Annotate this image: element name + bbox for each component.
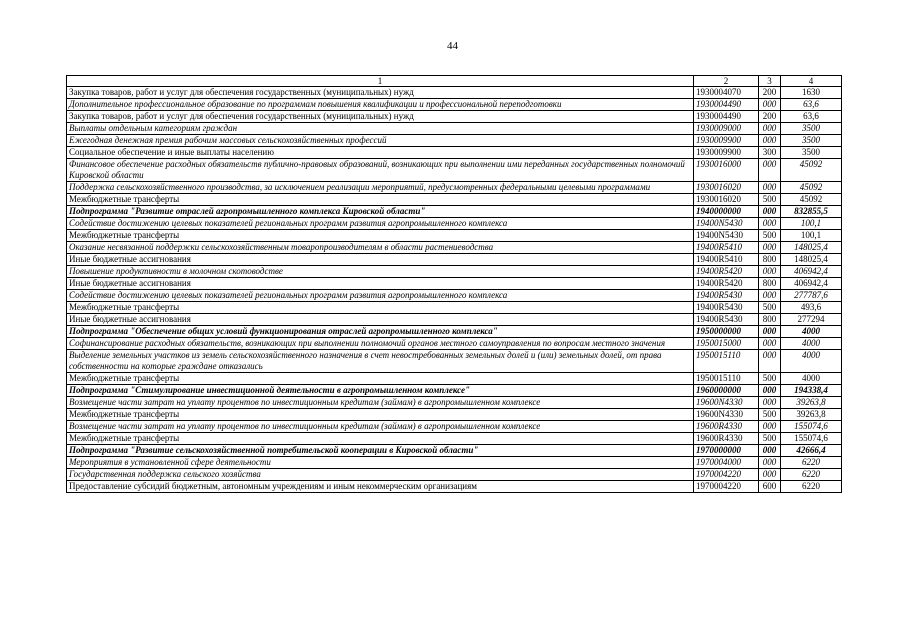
row-code-cell: 1960000000 bbox=[694, 385, 759, 397]
table-row bbox=[67, 182, 842, 194]
row-code-cell: 1930009900 bbox=[694, 135, 759, 147]
table-row bbox=[67, 206, 842, 218]
table-body bbox=[67, 87, 842, 493]
row-code-cell: 19400R5410 bbox=[694, 254, 759, 266]
row-code-cell: 1950015110 bbox=[694, 373, 759, 385]
row-sum-cell: 45092 bbox=[781, 182, 842, 194]
row-name-cell: Подпрограмма "Стимулирование инвестиционной деятельности в агропромышленном комплексе" bbox=[67, 385, 694, 397]
row-name-cell: Межбюджетные трансферты bbox=[67, 433, 694, 445]
table-row bbox=[67, 278, 842, 290]
row-sum-cell: 100,1 bbox=[781, 218, 842, 230]
row-name-cell: Межбюджетные трансферты bbox=[67, 194, 694, 206]
row-sum-cell: 155074,6 bbox=[781, 421, 842, 433]
row-type-cell: 000 bbox=[759, 123, 781, 135]
row-type-cell: 000 bbox=[759, 457, 781, 469]
row-sum-cell: 100,1 bbox=[781, 230, 842, 242]
page-number: 44 bbox=[447, 40, 458, 52]
row-type-cell: 000 bbox=[759, 266, 781, 278]
row-name-cell: Содействие достижению целевых показателей региональных программ развития агропромышленного комплекса bbox=[67, 290, 694, 302]
table-row bbox=[67, 421, 842, 433]
row-type-cell: 200 bbox=[759, 111, 781, 123]
row-sum-cell: 42666,4 bbox=[781, 445, 842, 457]
row-name-cell: Иные бюджетные ассигнования bbox=[67, 278, 694, 290]
row-name-cell: Межбюджетные трансферты bbox=[67, 302, 694, 314]
table-row bbox=[67, 266, 842, 278]
row-type-cell: 000 bbox=[759, 159, 781, 182]
row-name-cell: Софинансирование расходных обязательств, возникающих при выполнении полномочий органов местного самоуправления по вопросам местного значения bbox=[67, 338, 694, 350]
row-sum-cell: 4000 bbox=[781, 350, 842, 373]
row-type-cell: 500 bbox=[759, 230, 781, 242]
row-code-cell: 1970004220 bbox=[694, 481, 759, 493]
table-row bbox=[67, 445, 842, 457]
row-code-cell: 1930009000 bbox=[694, 123, 759, 135]
row-code-cell: 19400R5430 bbox=[694, 314, 759, 326]
row-sum-cell: 3500 bbox=[781, 135, 842, 147]
table-row bbox=[67, 159, 842, 182]
row-code-cell: 19600N4330 bbox=[694, 409, 759, 421]
row-sum-cell: 6220 bbox=[781, 457, 842, 469]
row-name-cell: Межбюджетные трансферты bbox=[67, 373, 694, 385]
row-type-cell: 000 bbox=[759, 350, 781, 373]
row-type-cell: 000 bbox=[759, 397, 781, 409]
row-type-cell: 000 bbox=[759, 182, 781, 194]
row-code-cell: 1970004000 bbox=[694, 457, 759, 469]
table-header-row bbox=[67, 76, 842, 87]
table-row bbox=[67, 433, 842, 445]
column-header-type: 3 bbox=[759, 76, 781, 87]
row-sum-cell: 148025,4 bbox=[781, 254, 842, 266]
row-name-cell: Закупка товаров, работ и услуг для обеспечения государственных (муниципальных) нужд bbox=[67, 111, 694, 123]
row-name-cell: Межбюджетные трансферты bbox=[67, 409, 694, 421]
table-row bbox=[67, 302, 842, 314]
row-type-cell: 000 bbox=[759, 469, 781, 481]
row-sum-cell: 45092 bbox=[781, 194, 842, 206]
table-row bbox=[67, 457, 842, 469]
table-row bbox=[67, 350, 842, 373]
row-name-cell: Иные бюджетные ассигнования bbox=[67, 314, 694, 326]
row-sum-cell: 155074,6 bbox=[781, 433, 842, 445]
row-type-cell: 000 bbox=[759, 99, 781, 111]
row-sum-cell: 4000 bbox=[781, 326, 842, 338]
row-type-cell: 800 bbox=[759, 314, 781, 326]
row-name-cell: Повышение продуктивности в молочном скотоводстве bbox=[67, 266, 694, 278]
row-code-cell: 1930004490 bbox=[694, 99, 759, 111]
row-name-cell: Закупка товаров, работ и услуг для обеспечения государственных (муниципальных) нужд bbox=[67, 87, 694, 99]
row-code-cell: 19400N5430 bbox=[694, 218, 759, 230]
row-code-cell: 1950015110 bbox=[694, 350, 759, 373]
table-row bbox=[67, 314, 842, 326]
row-sum-cell: 4000 bbox=[781, 373, 842, 385]
row-type-cell: 500 bbox=[759, 194, 781, 206]
row-sum-cell: 45092 bbox=[781, 159, 842, 182]
row-name-cell: Предоставление субсидий бюджетным, автономным учреждениям и иным некоммерческим организациям bbox=[67, 481, 694, 493]
row-name-cell: Социальное обеспечение и иные выплаты населению bbox=[67, 147, 694, 159]
row-sum-cell: 3500 bbox=[781, 147, 842, 159]
row-type-cell: 000 bbox=[759, 385, 781, 397]
row-sum-cell: 1630 bbox=[781, 87, 842, 99]
table-row bbox=[67, 326, 842, 338]
row-name-cell: Поддержка сельскохозяйственного производства, за исключением реализации мероприятий, предусмотренных федеральными целевыми программами bbox=[67, 182, 694, 194]
row-code-cell: 1930016020 bbox=[694, 194, 759, 206]
row-type-cell: 800 bbox=[759, 278, 781, 290]
table-row bbox=[67, 135, 842, 147]
row-sum-cell: 194338,4 bbox=[781, 385, 842, 397]
table-row bbox=[67, 147, 842, 159]
row-type-cell: 000 bbox=[759, 290, 781, 302]
row-type-cell: 500 bbox=[759, 409, 781, 421]
row-type-cell: 300 bbox=[759, 147, 781, 159]
row-type-cell: 500 bbox=[759, 302, 781, 314]
table-row bbox=[67, 397, 842, 409]
row-code-cell: 1930009900 bbox=[694, 147, 759, 159]
budget-table bbox=[66, 75, 842, 493]
row-sum-cell: 6220 bbox=[781, 469, 842, 481]
row-type-cell: 000 bbox=[759, 445, 781, 457]
table-row bbox=[67, 290, 842, 302]
table-row bbox=[67, 194, 842, 206]
table-row bbox=[67, 254, 842, 266]
row-name-cell: Выплаты отдельным категориям граждан bbox=[67, 123, 694, 135]
row-code-cell: 1940000000 bbox=[694, 206, 759, 218]
row-code-cell: 19400R5420 bbox=[694, 266, 759, 278]
table-row bbox=[67, 242, 842, 254]
row-name-cell: Финансовое обеспечение расходных обязательств публично-правовых образований, возникающих при выполнении ими переданных государственных полномочий Кировской области bbox=[67, 159, 694, 182]
row-code-cell: 1970000000 bbox=[694, 445, 759, 457]
row-type-cell: 000 bbox=[759, 218, 781, 230]
row-name-cell: Государственная поддержка сельского хозяйства bbox=[67, 469, 694, 481]
row-sum-cell: 39263,8 bbox=[781, 409, 842, 421]
table-row bbox=[67, 469, 842, 481]
row-code-cell: 1950015000 bbox=[694, 338, 759, 350]
row-type-cell: 000 bbox=[759, 421, 781, 433]
row-code-cell: 1930016000 bbox=[694, 159, 759, 182]
row-code-cell: 19400R5430 bbox=[694, 302, 759, 314]
row-type-cell: 000 bbox=[759, 242, 781, 254]
row-name-cell: Иные бюджетные ассигнования bbox=[67, 254, 694, 266]
row-sum-cell: 406942,4 bbox=[781, 278, 842, 290]
row-type-cell: 200 bbox=[759, 87, 781, 99]
row-sum-cell: 277787,6 bbox=[781, 290, 842, 302]
row-sum-cell: 63,6 bbox=[781, 111, 842, 123]
row-sum-cell: 3500 bbox=[781, 123, 842, 135]
row-name-cell: Подпрограмма "Развитие сельскохозяйственной потребительской кооперации в Кировской области" bbox=[67, 445, 694, 457]
table-row bbox=[67, 123, 842, 135]
row-code-cell: 1970004220 bbox=[694, 469, 759, 481]
row-name-cell: Оказание несвязанной поддержки сельскохозяйственным товаропроизводителям в области растениеводства bbox=[67, 242, 694, 254]
row-code-cell: 1930004070 bbox=[694, 87, 759, 99]
row-name-cell: Подпрограмма "Развитие отраслей агропромышленного комплекса Кировской области" bbox=[67, 206, 694, 218]
row-name-cell: Межбюджетные трансферты bbox=[67, 230, 694, 242]
table-row bbox=[67, 373, 842, 385]
row-type-cell: 800 bbox=[759, 254, 781, 266]
table-row bbox=[67, 385, 842, 397]
row-type-cell: 500 bbox=[759, 373, 781, 385]
row-sum-cell: 148025,4 bbox=[781, 242, 842, 254]
row-type-cell: 500 bbox=[759, 433, 781, 445]
row-name-cell: Мероприятия в установленной сфере деятельности bbox=[67, 457, 694, 469]
row-code-cell: 19400N5430 bbox=[694, 230, 759, 242]
row-name-cell: Возмещение части затрат на уплату процентов по инвестиционным кредитам (займам) в агропромышленном комплексе bbox=[67, 397, 694, 409]
row-sum-cell: 832855,5 bbox=[781, 206, 842, 218]
table-row bbox=[67, 218, 842, 230]
row-sum-cell: 39263,8 bbox=[781, 397, 842, 409]
row-type-cell: 000 bbox=[759, 135, 781, 147]
row-code-cell: 19400R5430 bbox=[694, 290, 759, 302]
row-sum-cell: 6220 bbox=[781, 481, 842, 493]
table-row bbox=[67, 87, 842, 99]
row-type-cell: 000 bbox=[759, 326, 781, 338]
row-type-cell: 000 bbox=[759, 338, 781, 350]
row-type-cell: 000 bbox=[759, 206, 781, 218]
row-code-cell: 1930004490 bbox=[694, 111, 759, 123]
row-name-cell: Возмещение части затрат на уплату процентов по инвестиционным кредитам (займам) в агропромышленном комплексе bbox=[67, 421, 694, 433]
row-code-cell: 19600R4330 bbox=[694, 433, 759, 445]
row-code-cell: 19600N4330 bbox=[694, 397, 759, 409]
row-name-cell: Содействие достижению целевых показателей региональных программ развития агропромышленного комплекса bbox=[67, 218, 694, 230]
row-type-cell: 600 bbox=[759, 481, 781, 493]
row-name-cell: Выделение земельных участков из земель сельскохозяйственного назначения в счет невостребованных земельных долей и (или) земельных долей, от права собственности на которые граждане отказались bbox=[67, 350, 694, 373]
row-name-cell: Дополнительное профессиональное образование по программам повышения квалификации и профессиональной переподготовки bbox=[67, 99, 694, 111]
row-code-cell: 1950000000 bbox=[694, 326, 759, 338]
column-header-name: 1 bbox=[67, 76, 694, 87]
row-code-cell: 19400R5410 bbox=[694, 242, 759, 254]
row-name-cell: Подпрограмма "Обеспечение общих условий функционирования отраслей агропромышленного комплекса" bbox=[67, 326, 694, 338]
row-sum-cell: 4000 bbox=[781, 338, 842, 350]
table-row bbox=[67, 409, 842, 421]
row-code-cell: 19400R5420 bbox=[694, 278, 759, 290]
row-sum-cell: 493,6 bbox=[781, 302, 842, 314]
table-row bbox=[67, 338, 842, 350]
table-row bbox=[67, 481, 842, 493]
column-header-sum: 4 bbox=[781, 76, 842, 87]
column-header-code: 2 bbox=[694, 76, 759, 87]
row-name-cell: Ежегодная денежная премия рабочим массовых сельскохозяйственных профессий bbox=[67, 135, 694, 147]
row-code-cell: 1930016020 bbox=[694, 182, 759, 194]
row-sum-cell: 63,6 bbox=[781, 99, 842, 111]
table-row bbox=[67, 99, 842, 111]
row-sum-cell: 406942,4 bbox=[781, 266, 842, 278]
table-row bbox=[67, 230, 842, 242]
table-row bbox=[67, 111, 842, 123]
row-code-cell: 19600R4330 bbox=[694, 421, 759, 433]
row-sum-cell: 277294 bbox=[781, 314, 842, 326]
